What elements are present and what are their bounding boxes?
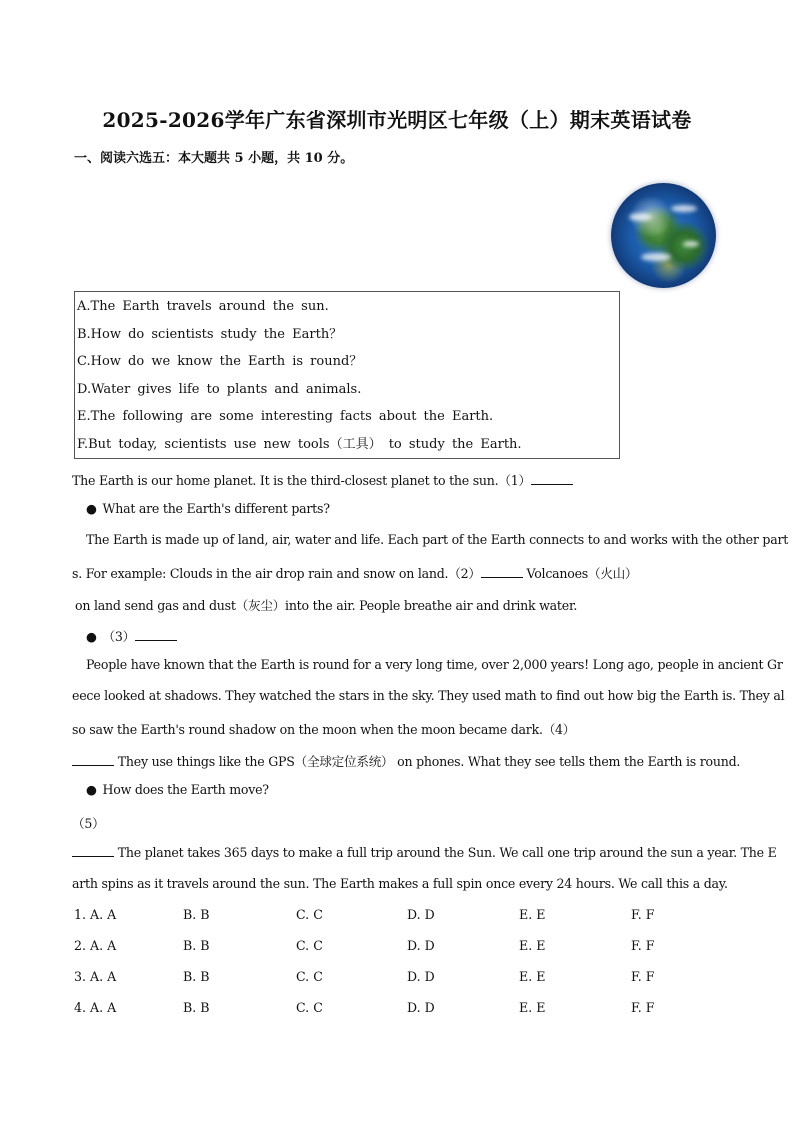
answer-blank-4[interactable] [72, 753, 114, 766]
answer-option-c[interactable]: C. C [296, 907, 323, 922]
option-b: B.How do scientists study the Earth？ [77, 326, 343, 342]
passage-line: on land send gas and dust（灰尘）into the air. People breathe air and drink water. [75, 598, 578, 613]
answer-option-c[interactable]: C. C [296, 1000, 323, 1015]
exam-title: 2025-2026学年广东省深圳市光明区七年级（上）期末英语试卷 [102, 108, 692, 132]
answer-option-b[interactable]: B. B [183, 907, 210, 922]
answer-option-d[interactable]: D. D [407, 1000, 435, 1015]
passage-line: s. For example: Clouds in the air drop rain and snow on land.（2） Volcanoes（火山） [72, 566, 638, 581]
answer-row-4 [74, 1000, 714, 1016]
option-a: A.The Earth travels around the sun. [77, 299, 329, 314]
answer-row-2 [74, 938, 714, 954]
answer-option-a[interactable]: 4. A. A [74, 1000, 117, 1015]
option-e: E.The following are some interesting facts about the Earth. [77, 409, 494, 425]
passage-line: eece looked at shadows. They watched the stars in the sky. They used math to find out how big the Earth is. They al [72, 688, 785, 703]
section-heading: 一、阅读六选五：本大题共 5 小题，共 10 分。 [74, 151, 354, 166]
passage-line: （5） [72, 816, 105, 831]
answer-blank-1[interactable] [531, 472, 573, 485]
answer-option-f[interactable]: F. F [631, 1000, 655, 1015]
answer-option-d[interactable]: D. D [407, 969, 435, 984]
answer-option-e[interactable]: E. E [519, 1000, 546, 1015]
options-box [74, 291, 620, 459]
answer-blank-5[interactable] [72, 844, 114, 857]
subheading-parts: ● What are the Earth's different parts? [86, 501, 330, 516]
answer-option-b[interactable]: B. B [183, 938, 210, 953]
passage-line: The Earth is made up of land, air, water and life. Each part of the Earth connects to and works with the other part [86, 532, 789, 547]
answer-blank-3[interactable] [135, 628, 177, 641]
passage-line: They use things like the GPS（全球定位系统） on phones. What they see tells them the Earth is round. [72, 751, 740, 770]
subheading-move: ● How does the Earth move? [86, 782, 269, 797]
answer-option-e[interactable]: E. E [519, 938, 546, 953]
option-f: F.But today, scientists use new tools（工具） to study the Earth. [77, 436, 522, 452]
answer-option-e[interactable]: E. E [519, 907, 546, 922]
answer-option-c[interactable]: C. C [296, 969, 323, 984]
answer-option-b[interactable]: B. B [183, 1000, 210, 1015]
answer-option-d[interactable]: D. D [407, 907, 435, 922]
answer-option-f[interactable]: F. F [631, 907, 655, 922]
option-c: C.How do we know the Earth is round？ [77, 354, 363, 370]
passage-line: arth spins as it travels around the sun. The Earth makes a full spin once every 24 hours. We call this a day. [72, 876, 728, 891]
subheading-3: ● （3） [86, 626, 177, 645]
answer-option-a[interactable]: 1. A. A [74, 907, 117, 922]
answer-option-f[interactable]: F. F [631, 969, 655, 984]
answer-option-d[interactable]: D. D [407, 938, 435, 953]
option-d: D.Water gives life to plants and animals. [77, 381, 362, 397]
answer-row-3 [74, 969, 714, 985]
passage-line: The planet takes 365 days to make a full trip around the Sun. We call one trip around the sun a year. The E [72, 844, 777, 860]
earth-globe-image [611, 183, 716, 288]
answer-option-f[interactable]: F. F [631, 938, 655, 953]
answer-option-b[interactable]: B. B [183, 969, 210, 984]
answer-blank-2[interactable] [481, 565, 523, 578]
passage-line: so saw the Earth's round shadow on the moon when the moon became dark.（4） [72, 722, 576, 737]
passage-line: People have known that the Earth is round for a very long time, over 2,000 years! Long ago, people in ancient Gr [86, 657, 783, 672]
answer-option-a[interactable]: 2. A. A [74, 938, 117, 953]
answer-row-1 [74, 907, 714, 923]
answer-option-c[interactable]: C. C [296, 938, 323, 953]
answer-option-a[interactable]: 3. A. A [74, 969, 117, 984]
answer-option-e[interactable]: E. E [519, 969, 546, 984]
passage-line: The Earth is our home planet. It is the third-closest planet to the sun.（1） [72, 470, 573, 489]
